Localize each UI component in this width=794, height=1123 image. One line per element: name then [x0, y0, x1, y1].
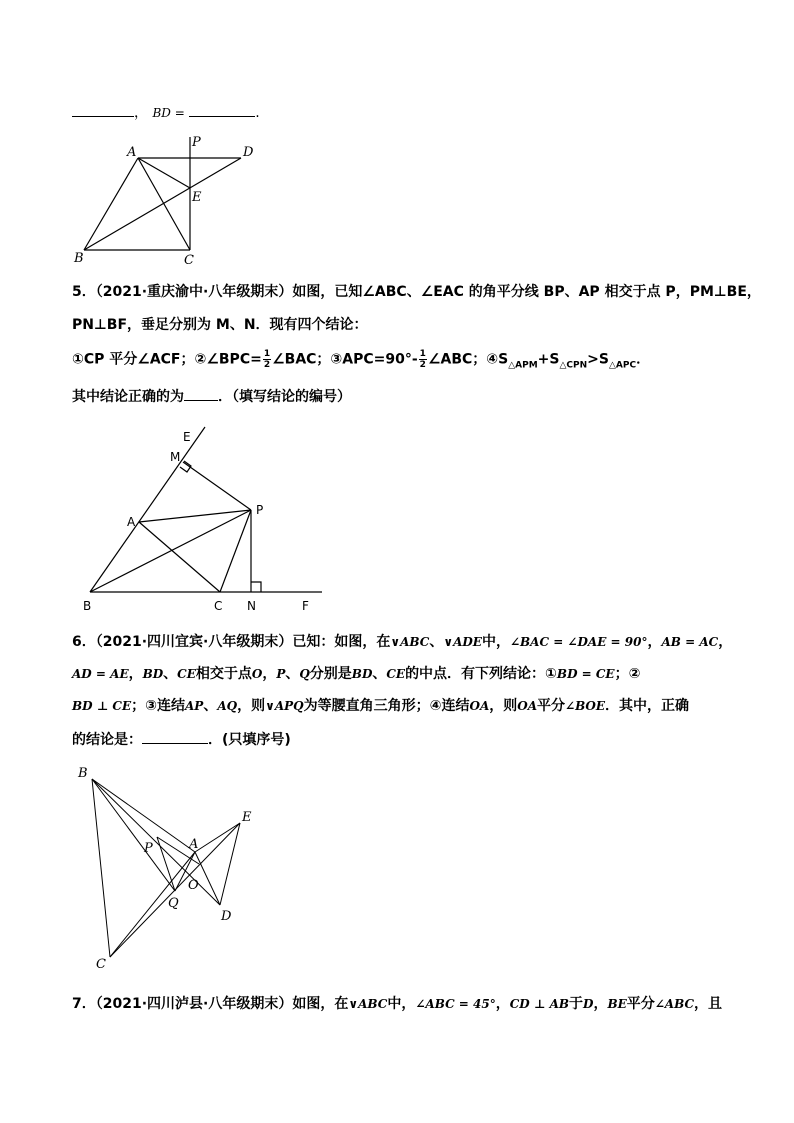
label-C: C [214, 599, 223, 613]
label-C: C [96, 957, 106, 972]
label-A: A [127, 515, 136, 529]
label-C: C [184, 253, 194, 268]
q6-line-3: BD ⊥ CE；③连结AP、AQ，则∨APQ为等腰直角三角形；④连结OA，则OA平分∠BOE．其中，正确 [72, 698, 690, 714]
label-D: D [243, 145, 254, 160]
label-P: P [144, 841, 153, 856]
fraction-half: $\frac{1}{2}$ [263, 349, 271, 370]
q5-source: （2021·重庆渝中·八年级期末） [95, 284, 293, 300]
label-A: A [127, 145, 137, 160]
q5-conclusions: ①CP 平分∠ACF；②∠BPC= $\frac{1}{2}$ ∠BAC；③APC=90°- $\frac{1}{2}$ ∠ABC；$④S_{\triangle APM}+S_{\triangle CPN}>S_{\triangle APC}$． [72, 349, 651, 371]
q6-line-4: 的结论是： ．(只填序号) [72, 729, 291, 750]
label-E: E [183, 430, 191, 444]
label-E: E [242, 810, 252, 825]
answer-line: ， BD = . [72, 102, 260, 123]
label-F: F [302, 599, 309, 613]
q5-number: 5． [72, 284, 96, 300]
fraction-half: $\frac{1}{2}$ [419, 349, 426, 370]
label-Q: Q [168, 896, 179, 911]
label-A: A [189, 837, 199, 852]
q5-line-2: PN⊥BF，垂足分别为 M、N．现有四个结论： [72, 317, 368, 333]
q5-line-1: 5．（2021·重庆渝中·八年级期末）如图，已知∠ABC、∠EAC 的角平分线 BP、AP 相交于点 P，PM⊥BE， [72, 284, 761, 300]
label-B: B [83, 599, 92, 613]
bd-label: BD = [152, 106, 185, 120]
q6-line-1: 6．（2021·四川宜宾·八年级期末）已知：如图，在∨ABC、∨ADE中，∠BAC = ∠DAE = 90°，AB = AC， [72, 634, 733, 650]
q5-question: 其中结论正确的为 ．（填写结论的编号） [72, 386, 351, 407]
q7-line-1: 7．（2021·四川泸县·八年级期末）如图，在∨ABC中，∠ABC = 45°，CD ⊥ AB于D，BE平分∠ABC，且 [72, 996, 723, 1012]
q6-line-2: AD = AE，BD、CE相交于点O，P、Q分别是BD、CE的中点．有下列结论：①BD = CE；② [72, 666, 641, 682]
label-D: D [221, 909, 232, 924]
label-P: P [192, 135, 201, 150]
label-P: P [256, 503, 264, 517]
label-O: O [188, 878, 199, 893]
label-M: M [170, 450, 181, 464]
label-N: N [247, 599, 256, 613]
label-B: B [74, 251, 84, 266]
label-E: E [192, 190, 202, 205]
label-B: B [78, 766, 88, 781]
